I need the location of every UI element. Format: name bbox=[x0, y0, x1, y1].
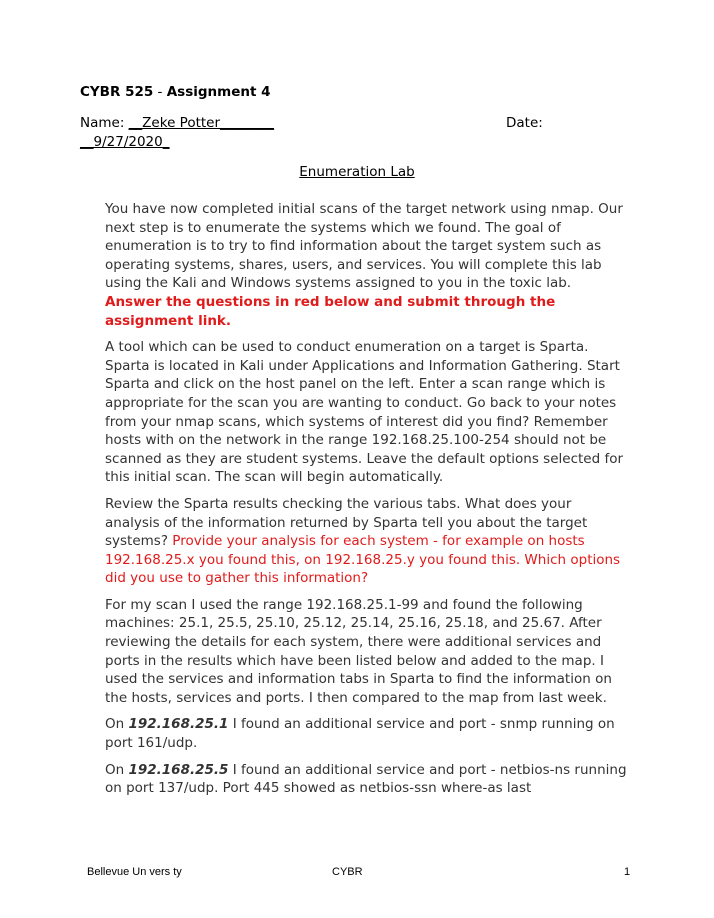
body-text bbox=[105, 200, 630, 806]
name-value: __Zeke Potter________ bbox=[128, 115, 275, 131]
document-title bbox=[80, 84, 271, 100]
name-label: Name: bbox=[80, 115, 129, 131]
host-5-ip: 192.168.25.5 bbox=[128, 761, 229, 778]
date-value: __9/27/2020_ bbox=[80, 134, 170, 150]
host-1-text: I found an additional service and port - snmp running on port 161/udp. bbox=[105, 716, 615, 752]
paragraph-review bbox=[105, 495, 630, 588]
title-dash: - bbox=[153, 84, 167, 100]
lab-title: Enumeration Lab bbox=[299, 164, 415, 180]
name-line bbox=[80, 115, 274, 131]
host-1-pre: On bbox=[105, 716, 129, 733]
assignment-label: Assignment 4 bbox=[166, 84, 271, 100]
paragraph-host-5 bbox=[105, 761, 630, 798]
question-red: Provide your analysis for each system - for example on hosts 192.168.25.x you found this, on 192.168.25.y you found this. Which options did you use to gather this information? bbox=[105, 533, 621, 587]
course-code: CYBR 525 bbox=[80, 84, 154, 100]
paragraph-host-1 bbox=[105, 715, 630, 752]
instruction-red: Answer the questions in red below and submit through the assignment link. bbox=[105, 293, 556, 329]
host-5-pre: On bbox=[105, 761, 129, 778]
intro-text: You have now completed initial scans of the target network using nmap. Our next step is to enumerate the systems which we found. The goal of enumeration is to try to find information about the target system such as operating systems, shares, users, and services. You will complete this lab using the Kali and Windows systems assigned to you in the toxic lab. bbox=[105, 201, 623, 292]
paragraph-answer: For my scan I used the range 192.168.25.1-99 and found the following machines: 25.1, 25.5, 25.10, 25.12, 25.14, 25.16, 25.18, and 25.67. After reviewing the details for each system, there were additional services and ports in the results which have been listed below and added to the map. I used the services and information tabs in Sparta to find the information on the hosts, services and ports. I then compared to the map from last week. bbox=[105, 596, 612, 706]
paragraph-intro bbox=[105, 200, 630, 330]
host-5-text: I found an additional service and port - netbios-ns running on port 137/udp. Port 445 showed as netbios-ssn where-as last bbox=[105, 761, 627, 797]
review-text: Review the Sparta results checking the various tabs. What does your analysis of the information returned by Sparta tell you about the target systems? bbox=[105, 495, 588, 550]
paragraph-sparta: A tool which can be used to conduct enumeration on a target is Sparta. Sparta is located in Kali under Applications and Information Gathering. Start Sparta and click on the host panel on the left. Enter a scan range which is appropriate for the scan you are wanting to conduct. Go back to your notes from your nmap scans, which systems of interest did you find? Remember hosts with on the network in the range 192.168.25.100-254 should not be scanned as they are student systems. Leave the default options selected for this initial scan. The scan will begin automatically. bbox=[105, 339, 624, 486]
footer-page-number: 1 bbox=[624, 866, 631, 878]
footer-course: CYBR bbox=[332, 866, 363, 878]
host-1-ip: 192.168.25.1 bbox=[128, 716, 229, 733]
footer-school: Bellevue Un vers ty bbox=[87, 866, 182, 878]
date-label: Date: bbox=[506, 115, 543, 131]
